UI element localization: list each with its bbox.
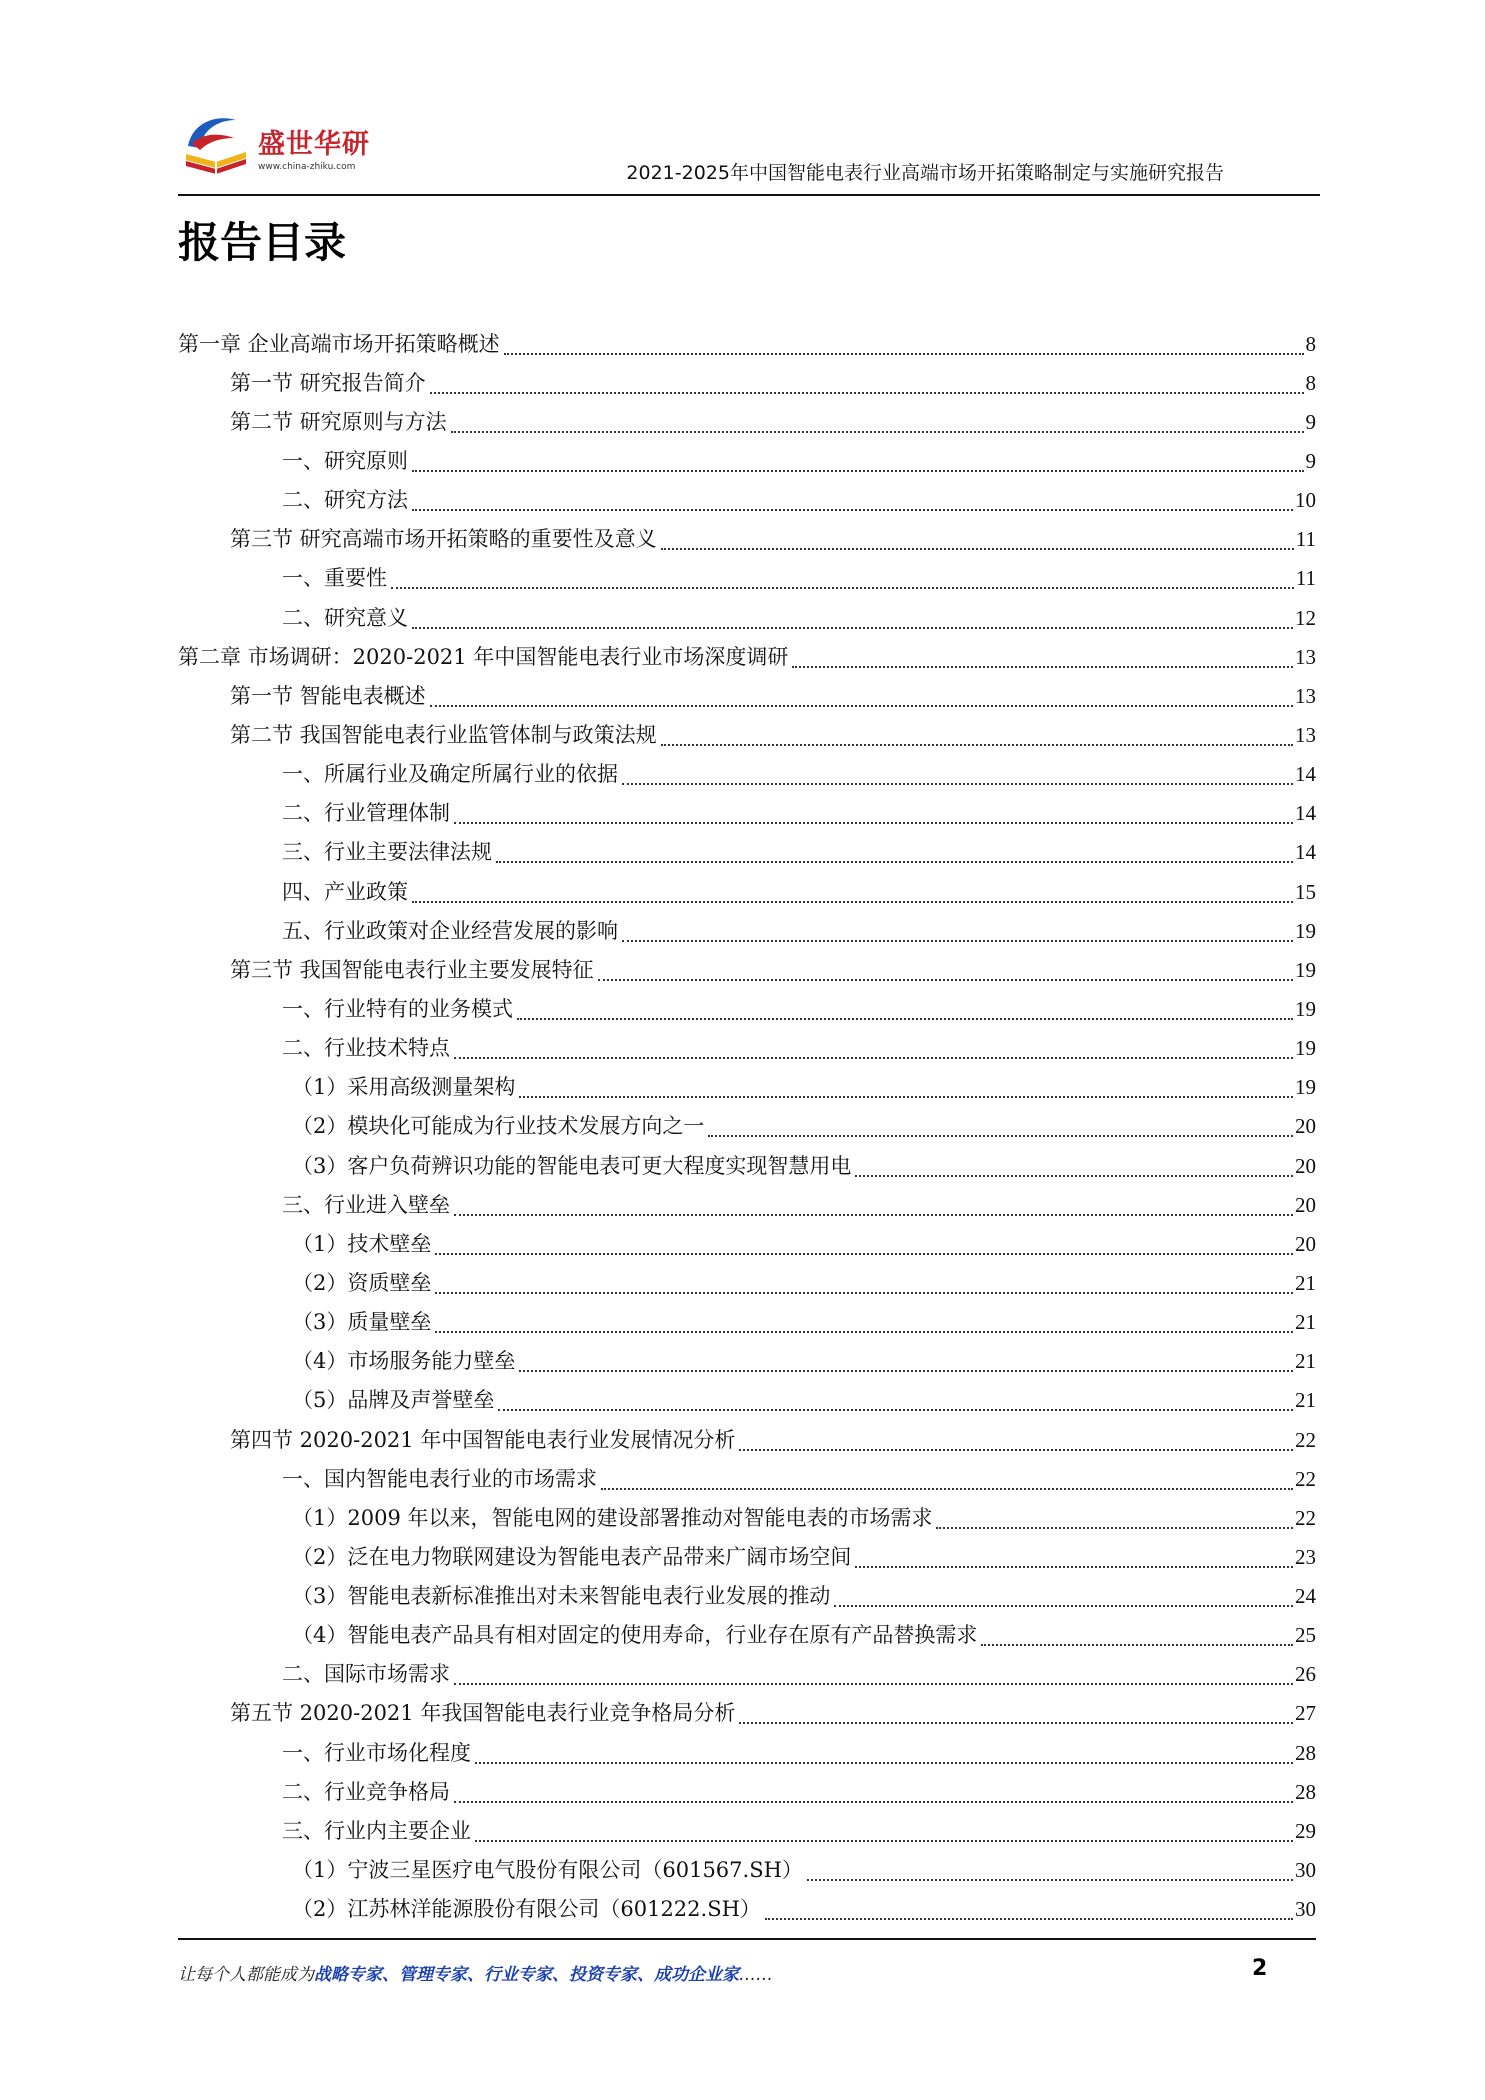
toc-entry[interactable]: [178, 1146, 1316, 1185]
toc-entry-title: （2）模块化可能成为行业技术发展方向之一: [292, 1111, 706, 1141]
toc-dot-leader: [412, 881, 1293, 903]
toc-entry[interactable]: [178, 989, 1316, 1028]
toc-entry[interactable]: [178, 1107, 1316, 1146]
toc-entry[interactable]: [178, 1772, 1316, 1811]
toc-dot-leader: [981, 1624, 1293, 1646]
toc-entry[interactable]: [178, 559, 1316, 598]
toc-entry-page: 25: [1295, 1623, 1316, 1648]
toc-entry-title: 一、行业特有的业务模式: [282, 994, 515, 1024]
toc-entry[interactable]: [178, 1381, 1316, 1420]
toc-dot-leader: [412, 607, 1293, 629]
footer-divider: [178, 1938, 1316, 1940]
toc-entry-page: 11: [1295, 566, 1316, 591]
toc-dot-leader: [412, 489, 1293, 511]
toc-dot-leader: [498, 1389, 1293, 1411]
toc-entry-title: 三、行业主要法律法规: [282, 837, 494, 867]
toc-entry-page: 14: [1295, 840, 1316, 865]
toc-dot-leader: [855, 1546, 1293, 1568]
toc-dot-leader: [807, 1859, 1293, 1881]
toc-entry[interactable]: [178, 324, 1316, 363]
toc-entry[interactable]: [178, 676, 1316, 715]
toc-entry-title: 一、行业市场化程度: [282, 1738, 473, 1768]
toc-dot-leader: [430, 685, 1293, 707]
toc-dot-leader: [622, 763, 1293, 785]
toc-dot-leader: [435, 1233, 1293, 1255]
toc-entry-page: 8: [1305, 331, 1316, 356]
toc-entry[interactable]: [178, 755, 1316, 794]
toc-entry-page: 13: [1295, 644, 1316, 669]
report-title: 2021-2025年中国智能电表行业高端市场开拓策略制定与实施研究报告: [626, 162, 1224, 184]
toc-entry-page: 12: [1295, 605, 1316, 630]
toc-entry[interactable]: [178, 1224, 1316, 1263]
toc-entry[interactable]: [178, 1811, 1316, 1850]
toc-entry-page: 9: [1305, 409, 1316, 434]
toc-entry-page: 21: [1295, 1310, 1316, 1335]
toc-entry-page: 30: [1295, 1858, 1316, 1883]
toc-dot-leader: [765, 1898, 1293, 1920]
toc-dot-leader: [739, 1702, 1293, 1724]
company-logo: [178, 104, 418, 184]
toc-entry-page: 19: [1295, 996, 1316, 1021]
toc-entry-page: 20: [1295, 1231, 1316, 1256]
toc-dot-leader: [430, 372, 1304, 394]
toc-entry-title: 二、行业管理体制: [282, 798, 452, 828]
toc-dot-leader: [435, 1272, 1293, 1294]
toc-entry-title: 第一节 智能电表概述: [230, 681, 428, 711]
toc-entry-title: （1）宁波三星医疗电气股份有限公司（601567.SH）: [292, 1855, 805, 1885]
toc-entry-page: 28: [1295, 1740, 1316, 1765]
toc-entry[interactable]: [178, 1303, 1316, 1342]
toc-entry-title: （1）采用高级测量架构: [292, 1072, 517, 1102]
toc-entry-page: 22: [1295, 1427, 1316, 1452]
toc-entry-title: 一、重要性: [282, 563, 389, 593]
toc-dot-leader: [454, 1194, 1293, 1216]
toc-dot-leader: [855, 1155, 1293, 1177]
toc-dot-leader: [496, 841, 1293, 863]
toc-entry-page: 21: [1295, 1388, 1316, 1413]
toc-dot-leader: [451, 411, 1304, 433]
toc-dot-leader: [792, 646, 1293, 668]
toc-entry[interactable]: [178, 402, 1316, 441]
toc-entry-title: （1）技术壁垒: [292, 1229, 433, 1259]
toc-dot-leader: [454, 1781, 1293, 1803]
toc-dot-leader: [517, 998, 1293, 1020]
toc-entry-title: 二、行业竞争格局: [282, 1777, 452, 1807]
toc-entry[interactable]: [178, 872, 1316, 911]
toc-entry-page: 9: [1305, 448, 1316, 473]
toc-dot-leader: [391, 567, 1294, 589]
footer-prefix: 让每个人都能成为: [178, 1965, 314, 1985]
toc-entry[interactable]: [178, 1537, 1316, 1576]
toc-entry[interactable]: [178, 441, 1316, 480]
toc-entry-page: 14: [1295, 762, 1316, 787]
toc-entry-page: 22: [1295, 1466, 1316, 1491]
toc-entry-title: 第三节 研究高端市场开拓策略的重要性及意义: [230, 524, 659, 554]
toc-entry[interactable]: [178, 911, 1316, 950]
toc-entry-title: （1）2009 年以来，智能电网的建设部署推动对智能电表的市场需求: [292, 1503, 934, 1533]
toc-entry-page: 26: [1295, 1662, 1316, 1687]
toc-entry-title: 二、行业技术特点: [282, 1033, 452, 1063]
toc-entry-page: 8: [1305, 370, 1316, 395]
page-header: [178, 104, 1320, 198]
toc-entry-page: 19: [1295, 957, 1316, 982]
toc-entry-title: 第四节 2020-2021 年中国智能电表行业发展情况分析: [230, 1425, 737, 1455]
toc-entry-page: 29: [1295, 1818, 1316, 1843]
toc-entry-title: （3）客户负荷辨识功能的智能电表可更大程度实现智慧用电: [292, 1151, 853, 1181]
toc-entry[interactable]: [178, 1263, 1316, 1302]
toc-entry-page: 20: [1295, 1114, 1316, 1139]
toc-entry[interactable]: [178, 1890, 1316, 1929]
toc-entry[interactable]: [178, 637, 1316, 676]
logo-url: www.china-zhiku.com: [258, 162, 356, 172]
toc-entry[interactable]: [178, 715, 1316, 754]
toc-entry-page: 20: [1295, 1153, 1316, 1178]
page-number: 2: [1252, 1956, 1268, 1981]
toc-entry-page: 13: [1295, 722, 1316, 747]
toc-entry-title: 二、研究方法: [282, 485, 410, 515]
toc-entry-page: 21: [1295, 1349, 1316, 1374]
toc-entry-page: 22: [1295, 1505, 1316, 1530]
toc-entry[interactable]: [178, 1733, 1316, 1772]
footer-slogan: [178, 1960, 773, 1985]
toc-entry-page: 20: [1295, 1192, 1316, 1217]
toc-dot-leader: [739, 1429, 1293, 1451]
toc-entry-page: 19: [1295, 1075, 1316, 1100]
toc-dot-leader: [519, 1076, 1293, 1098]
toc-entry[interactable]: [178, 598, 1316, 637]
toc-entry-title: 第二节 研究原则与方法: [230, 407, 449, 437]
toc-entry[interactable]: [178, 1498, 1316, 1537]
toc-entry[interactable]: [178, 1185, 1316, 1224]
toc-entry-title: （2）资质壁垒: [292, 1268, 433, 1298]
toc-entry-title: 第二节 我国智能电表行业监管体制与政策法规: [230, 720, 659, 750]
toc-entry[interactable]: [178, 1068, 1316, 1107]
toc-entry-page: 19: [1295, 1036, 1316, 1061]
toc-entry-page: 30: [1295, 1897, 1316, 1922]
toc-entry-title: 一、研究原则: [282, 446, 410, 476]
toc-entry-title: 三、行业内主要企业: [282, 1816, 473, 1846]
toc-entry-title: 第二章 市场调研：2020-2021 年中国智能电表行业市场深度调研: [178, 642, 790, 672]
toc-dot-leader: [598, 959, 1293, 981]
toc-entry[interactable]: [178, 1850, 1316, 1889]
toc-dot-leader: [601, 1468, 1293, 1490]
toc-entry-page: 23: [1295, 1544, 1316, 1569]
toc-dot-leader: [504, 333, 1304, 355]
toc-entry-title: 二、研究意义: [282, 603, 410, 633]
toc-entry[interactable]: [178, 950, 1316, 989]
toc-entry-page: 19: [1295, 918, 1316, 943]
toc-entry-page: 15: [1295, 879, 1316, 904]
toc-entry[interactable]: [178, 481, 1316, 520]
toc-entry[interactable]: [178, 363, 1316, 402]
toc-entry-title: 第三节 我国智能电表行业主要发展特征: [230, 955, 596, 985]
toc-entry[interactable]: [178, 1577, 1316, 1616]
toc-entry[interactable]: [178, 833, 1316, 872]
toc-entry[interactable]: [178, 1459, 1316, 1498]
toc-entry-title: （2）江苏林洋能源股份有限公司（601222.SH）: [292, 1894, 763, 1924]
toc-entry[interactable]: [178, 520, 1316, 559]
footer-suffix: ……: [739, 1965, 773, 1985]
toc-entry-page: 10: [1295, 488, 1316, 513]
toc-entry-title: 第一节 研究报告简介: [230, 368, 428, 398]
toc-entry[interactable]: [178, 1342, 1316, 1381]
toc-entry-title: 第五节 2020-2021 年我国智能电表行业竞争格局分析: [230, 1698, 737, 1728]
toc-dot-leader: [475, 1742, 1293, 1764]
toc-entry-title: 五、行业政策对企业经营发展的影响: [282, 916, 620, 946]
toc-entry-title: （4）市场服务能力壁垒: [292, 1346, 517, 1376]
toc-dot-leader: [622, 920, 1293, 942]
page-title: 报告目录: [178, 218, 347, 267]
toc-dot-leader: [475, 1820, 1293, 1842]
toc-dot-leader: [412, 450, 1304, 472]
toc-entry-page: 11: [1295, 527, 1316, 552]
toc-entry-title: 一、国内智能电表行业的市场需求: [282, 1464, 599, 1494]
toc-entry-page: 24: [1295, 1584, 1316, 1609]
toc-entry-page: 13: [1295, 683, 1316, 708]
toc-entry[interactable]: [178, 794, 1316, 833]
toc-entry-title: （4）智能电表产品具有相对固定的使用寿命，行业存在原有产品替换需求: [292, 1620, 979, 1650]
toc-entry-page: 21: [1295, 1270, 1316, 1295]
toc-entry[interactable]: [178, 1616, 1316, 1655]
toc-entry[interactable]: [178, 1694, 1316, 1733]
toc-dot-leader: [435, 1311, 1293, 1333]
toc-entry-title: （3）智能电表新标准推出对未来智能电表行业发展的推动: [292, 1581, 832, 1611]
toc-dot-leader: [708, 1115, 1293, 1137]
toc-entry-title: 二、国际市场需求: [282, 1659, 452, 1689]
header-divider: [178, 194, 1320, 196]
toc-entry[interactable]: [178, 1420, 1316, 1459]
toc-entry-title: 三、行业进入壁垒: [282, 1190, 452, 1220]
logo-name: 盛世华研: [258, 129, 370, 160]
toc-dot-leader: [661, 724, 1293, 746]
toc-dot-leader: [519, 1350, 1293, 1372]
toc-entry-title: 一、所属行业及确定所属行业的依据: [282, 759, 620, 789]
toc-entry-page: 27: [1295, 1701, 1316, 1726]
toc-entry-title: （3）质量壁垒: [292, 1307, 433, 1337]
toc-entry-page: 14: [1295, 801, 1316, 826]
footer-highlight: 战略专家、管理专家、行业专家、投资专家、成功企业家: [314, 1965, 739, 1985]
toc-entry-title: 四、产业政策: [282, 877, 410, 907]
toc-dot-leader: [834, 1585, 1293, 1607]
toc-entry[interactable]: [178, 1029, 1316, 1068]
toc-entry-title: （2）泛在电力物联网建设为智能电表产品带来广阔市场空间: [292, 1542, 853, 1572]
toc-dot-leader: [661, 528, 1294, 550]
toc-dot-leader: [936, 1507, 1293, 1529]
table-of-contents: [178, 324, 1316, 1929]
toc-entry-title: 第一章 企业高端市场开拓策略概述: [178, 329, 502, 359]
toc-dot-leader: [454, 1037, 1293, 1059]
toc-entry-title: （5）品牌及声誉壁垒: [292, 1385, 496, 1415]
toc-entry[interactable]: [178, 1655, 1316, 1694]
book-logo-icon: [178, 104, 258, 184]
toc-dot-leader: [454, 1663, 1293, 1685]
toc-entry-page: 28: [1295, 1779, 1316, 1804]
toc-dot-leader: [454, 802, 1293, 824]
